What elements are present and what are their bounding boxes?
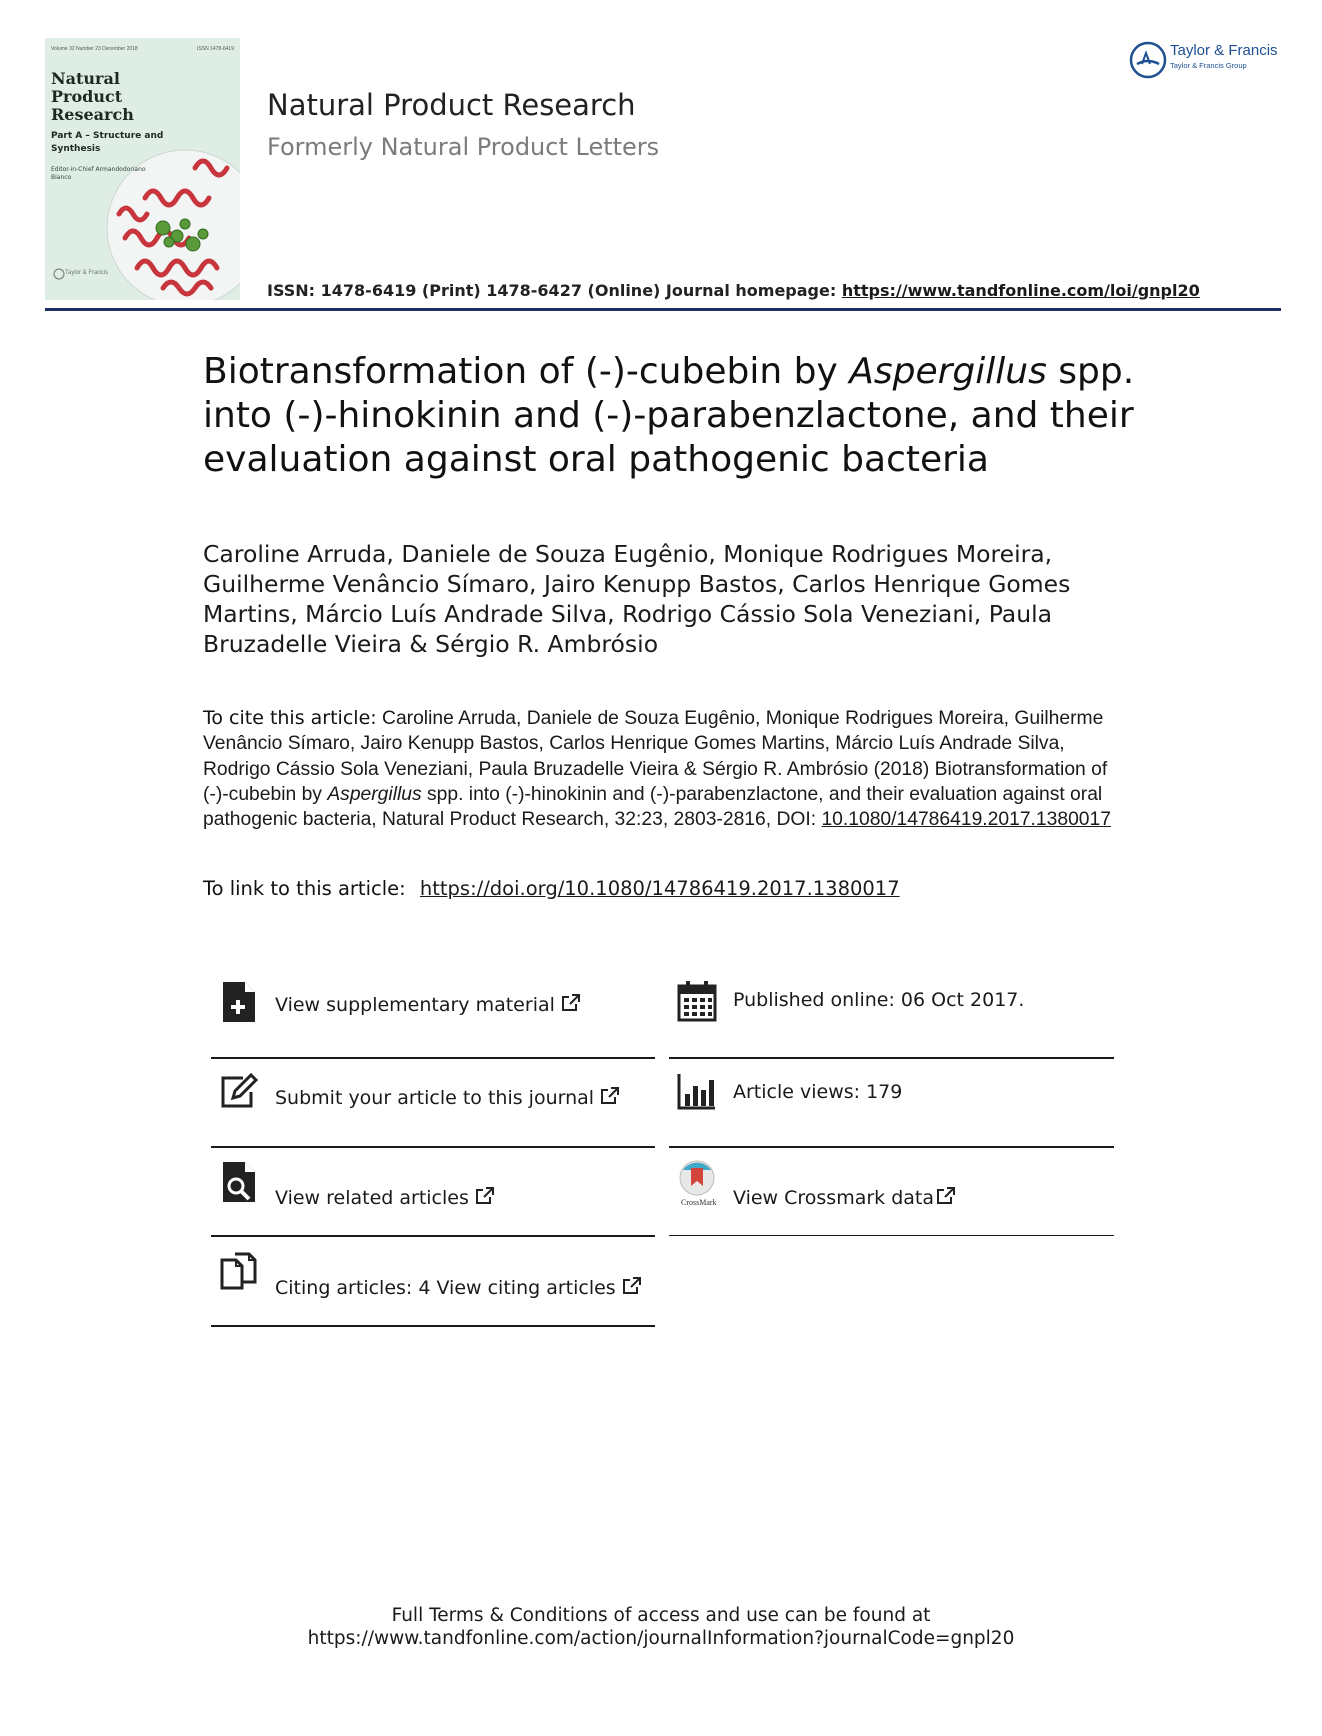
taylor-francis-logo-icon [1128, 40, 1168, 80]
title-genus: Aspergillus [849, 351, 1047, 392]
supplementary-material-cell[interactable] [211, 980, 655, 1054]
article-views-cell [669, 1072, 1114, 1146]
journal-title: Natural Product Research [267, 88, 636, 122]
cell-divider [669, 1057, 1114, 1059]
cite-text-2: spp. into (-)-hinokinin and (-)-parabenzlactone, and their evaluation against oral pathogenic bacteria, Natural Product Research, 32:23, 2803-2816, DOI: [203, 783, 1103, 831]
cite-label: To cite this article: [203, 707, 377, 729]
issn-line [267, 281, 1200, 300]
cover-editor: Editor-in-Chief Armandodoriano Bianco [51, 166, 146, 181]
bar-chart-icon [677, 1072, 717, 1116]
external-link-icon [561, 993, 581, 1013]
article-views-text: Article views: 179 [733, 1081, 903, 1103]
citation-block [203, 706, 1133, 832]
crossmark-link[interactable] [733, 1186, 956, 1209]
cell-divider [211, 1057, 655, 1059]
link-label: To link to this article: [203, 877, 406, 900]
terms-footer [0, 1604, 1322, 1650]
journal-homepage-link[interactable]: https://www.tandfonline.com/loi/gnpl20 [841, 281, 1200, 300]
crossmark-logo-text: CrossMark [681, 1198, 717, 1207]
terms-line-1: Full Terms & Conditions of access and use can be found at [391, 1605, 931, 1626]
citing-documents-icon [219, 1250, 259, 1294]
journal-cover [45, 38, 240, 300]
cell-divider [669, 1146, 1114, 1148]
citing-articles-cell[interactable] [211, 1250, 655, 1324]
search-document-icon [219, 1160, 259, 1204]
external-link-icon [936, 1186, 956, 1206]
external-link-icon [600, 1086, 620, 1106]
cell-divider [211, 1146, 655, 1148]
external-link-icon [622, 1276, 642, 1296]
cover-subtitle: Part A – Structure and Synthesis [51, 131, 164, 154]
edit-icon [219, 1072, 259, 1116]
published-online-text: Published online: 06 Oct 2017. [733, 989, 1025, 1011]
crossmark-cell[interactable] [669, 1160, 1114, 1234]
article-doi-link[interactable]: https://doi.org/10.1080/14786419.2017.1380017 [419, 877, 900, 900]
calendar-icon [677, 980, 717, 1024]
header-divider [45, 308, 1281, 311]
crossmark-label: View Crossmark data [733, 1187, 935, 1209]
cite-doi-link[interactable]: 10.1080/14786419.2017.1380017 [821, 809, 1111, 831]
cover-publisher: Taylor & Francis [65, 270, 109, 276]
published-online-cell [669, 980, 1114, 1054]
supplementary-label: View supplementary material [275, 994, 555, 1016]
submit-article-cell[interactable] [211, 1072, 655, 1146]
cite-text-1: Caroline Arruda, Daniele de Souza Eugênio, Monique Rodrigues Moreira, Guilherme Venâncio Símaro, Jairo Kenupp Bastos, Carlos Henrique Gomes Martins, Márcio Luís Andrade Silva, Rodrigo Cássio Sola Veneziani, Paula Bruzadelle Vieira & Sérgio R. Ambrósio (2018) Biotransformation of (-)-cubebin by [203, 708, 1108, 805]
terms-url[interactable]: https://www.tandfonline.com/action/journalInformation?journalCode=gnpl20 [307, 1628, 1015, 1649]
citing-articles-link[interactable] [275, 1276, 642, 1299]
title-part-1: Biotransformation of (-)-cubebin by [203, 351, 850, 392]
cell-divider [211, 1235, 655, 1237]
submit-article-label: Submit your article to this journal [275, 1087, 595, 1109]
cite-genus: Aspergillus [327, 783, 422, 805]
cover-volume: Volume 32 Number 23 December 2018 [51, 46, 138, 52]
title-part-2: spp. into (-)-hinokinin and (-)-parabenzlactone, and their evaluation against oral pathogenic bacteria [203, 351, 1135, 480]
cell-divider [669, 1235, 1114, 1236]
cover-issn: ISSN 1478-6419 [197, 46, 234, 52]
publisher-group: Taylor & Francis Group [1170, 61, 1247, 70]
author-list: Caroline Arruda, Daniele de Souza Eugênio, Monique Rodrigues Moreira, Guilherme Venâncio Símaro, Jairo Kenupp Bastos, Carlos Henrique Gomes Martins, Márcio Luís Andrade Silva, Rodrigo Cássio Sola Veneziani, Paula Bruzadelle Vieira & Sérgio R. Ambrósio [203, 540, 1071, 658]
related-articles-cell[interactable] [211, 1160, 655, 1234]
cover-meta [51, 46, 234, 54]
related-articles-link[interactable] [275, 1186, 495, 1209]
citing-articles-label: Citing articles: 4 View citing articles [275, 1277, 616, 1299]
supplementary-link[interactable] [275, 993, 581, 1016]
article-link-line [203, 877, 1133, 900]
related-articles-label: View related articles [275, 1187, 469, 1209]
article-title [203, 350, 1143, 482]
journal-subtitle: Formerly Natural Product Letters [267, 133, 660, 161]
publisher-name: Taylor & Francis [1170, 42, 1278, 59]
cell-divider [211, 1325, 655, 1327]
external-link-icon [475, 1186, 495, 1206]
issn-text: ISSN: 1478-6419 (Print) 1478-6427 (Online) Journal homepage: [267, 281, 842, 300]
cover-title: Natural Product Research [51, 69, 134, 124]
submit-article-link[interactable] [275, 1086, 620, 1109]
supplementary-file-icon [219, 980, 259, 1024]
